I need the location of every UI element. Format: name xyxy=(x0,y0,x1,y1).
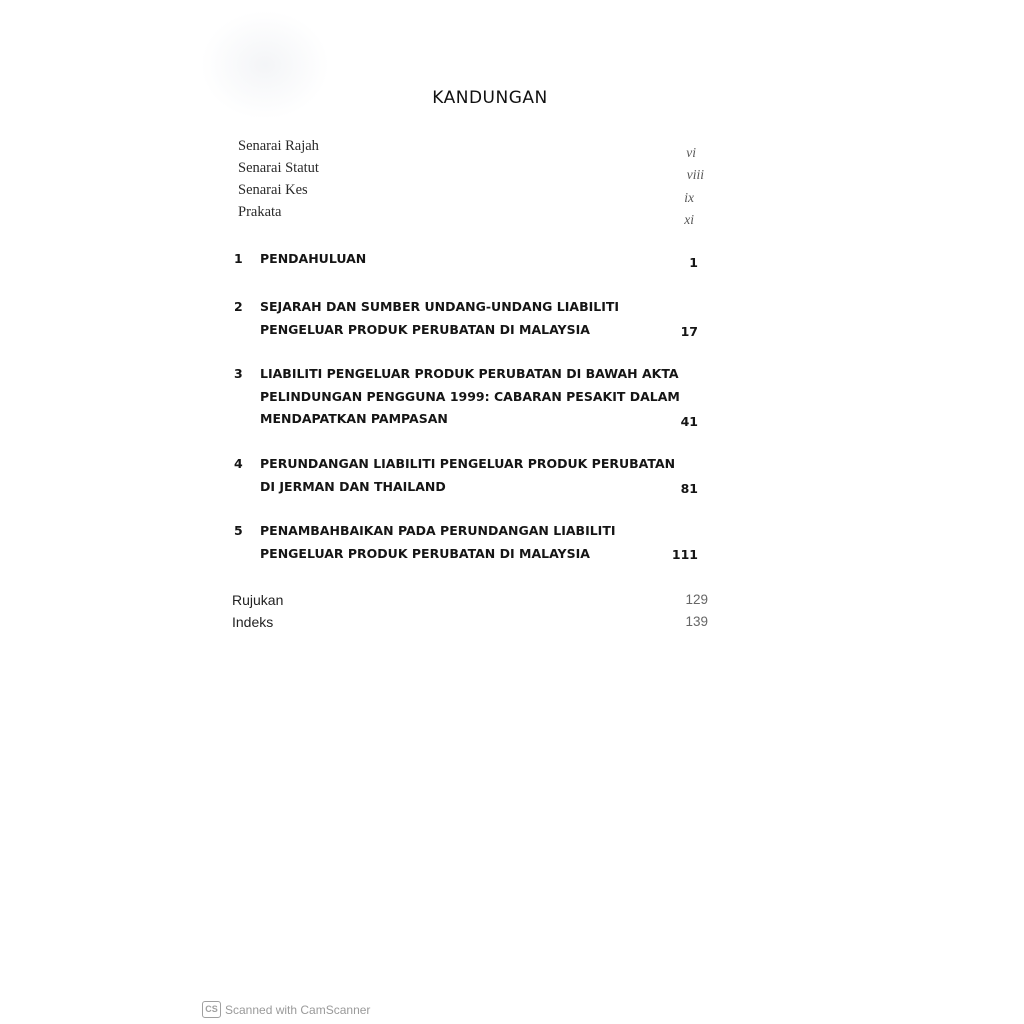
toc-entry-front-4 xyxy=(238,204,706,227)
watermark-text: Scanned with CamScanner xyxy=(225,1002,371,1017)
chapter-title-line: DI JERMAN DAN THAILAND xyxy=(260,478,446,494)
chapter-title xyxy=(260,520,680,565)
chapter-number: 5 xyxy=(234,523,243,538)
chapter-title-line: LIABILITI PENGELUAR PRODUK PERUBATAN DI BAWAH AKTA xyxy=(260,366,679,381)
toc-entry-page: 129 xyxy=(685,592,708,607)
page-title: KANDUNGAN xyxy=(432,88,548,108)
chapter-title xyxy=(260,363,680,431)
chapter-title-line: PELINDUNGAN PENGGUNA 1999: CABARAN PESAKIT DALAM xyxy=(260,388,680,404)
toc-entry-back-1 xyxy=(232,592,708,612)
chapter-page: 41 xyxy=(680,414,698,429)
chapter-title-line: PENGELUAR PRODUK PERUBATAN DI MALAYSIA xyxy=(260,321,590,337)
chapter-title-line: SEJARAH DAN SUMBER UNDANG-UNDANG LIABILITI xyxy=(260,299,620,314)
toc-entry-page: vi xyxy=(686,145,696,160)
chapter-title xyxy=(260,248,680,271)
toc-chapter-1 xyxy=(234,248,706,272)
toc-entry-page: viii xyxy=(686,167,704,182)
chapter-title xyxy=(260,453,680,498)
chapter-page: 81 xyxy=(680,481,698,496)
chapter-page: 111 xyxy=(671,547,698,562)
toc-entry-label: Rujukan xyxy=(232,592,284,608)
toc-entry-label: Indeks xyxy=(232,614,274,630)
toc-entry-label: Senarai Kes xyxy=(238,182,308,198)
toc-chapter-3 xyxy=(234,363,706,431)
camscanner-watermark xyxy=(202,1001,370,1018)
toc-chapter-2 xyxy=(234,296,706,342)
toc-entry-page: 139 xyxy=(685,614,708,629)
chapter-number: 1 xyxy=(234,251,243,266)
chapter-title-line: PENDAHULUAN xyxy=(260,251,367,266)
chapter-number: 4 xyxy=(234,456,243,471)
chapter-number: 2 xyxy=(234,299,243,314)
chapter-page: 1 xyxy=(689,255,698,270)
toc-entry-label: Senarai Rajah xyxy=(238,138,319,154)
toc-entry-page: ix xyxy=(684,190,694,205)
chapter-title-line: PERUNDANGAN LIABILITI PENGELUAR PRODUK PERUBATAN xyxy=(260,456,676,471)
toc-entry-front-1 xyxy=(238,138,706,158)
toc-chapter-5 xyxy=(234,520,706,566)
camscanner-logo-icon: CS xyxy=(202,1001,221,1018)
toc-entry-page: xi xyxy=(684,212,694,227)
chapter-title-line: MENDAPATKAN PAMPASAN xyxy=(260,411,448,426)
chapter-title-line: PENAMBAHBAIKAN PADA PERUNDANGAN LIABILITI xyxy=(260,523,616,538)
chapter-page: 17 xyxy=(680,324,698,339)
chapter-title xyxy=(260,296,680,341)
toc-entry-front-2 xyxy=(238,160,706,180)
toc-entry-label: Prakata xyxy=(238,204,282,220)
chapter-title-line: PENGELUAR PRODUK PERUBATAN DI MALAYSIA xyxy=(260,545,590,561)
chapter-number: 3 xyxy=(234,366,243,381)
toc-entry-front-3 xyxy=(238,182,706,205)
toc-entry-label: Senarai Statut xyxy=(238,160,319,176)
toc-entry-back-2 xyxy=(232,614,708,634)
toc-chapter-4 xyxy=(234,453,706,499)
